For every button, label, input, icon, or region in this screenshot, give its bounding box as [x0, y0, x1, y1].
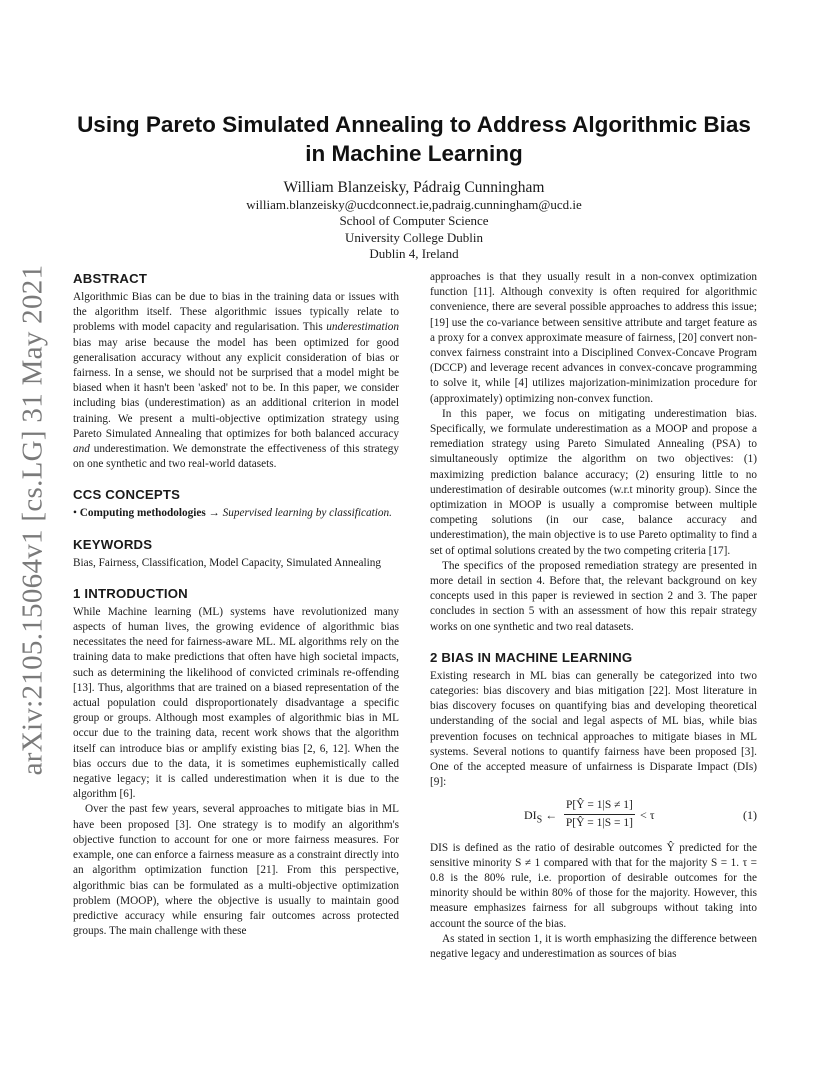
affiliation-university: University College Dublin [345, 229, 483, 245]
ccs-heading: CCS CONCEPTS [73, 487, 181, 503]
ccs-text [73, 506, 399, 521]
title-line-1: Using Pareto Simulated Annealing to Address Algorithmic Bias [77, 112, 751, 137]
bias-paragraph-1: Existing research in ML bias can generally be categorized into two categories: bias discovery and bias mitigation [22]. Most literature in bias discovery focuses on quantifying bias and developing theoretical understanding of the social and legal aspects of ML bias, while bias prevention focuses on technical approaches to mitigate biases in ML systems. Several notions to quantify fairness have been proposed [3]. One of the accepted measure of unfairness is Disparate Impact (DIs) [9]: [430, 669, 757, 789]
equation-rhs: < τ [640, 807, 655, 822]
authors: William Blanzeisky, Pádraig Cunningham [283, 179, 545, 196]
abstract-text-a: Algorithmic Bias can be due to bias in the training data or issues with the algorithm itself. These algorithmic issues typically relate to problems with model capacity and regularisation. This [73, 291, 399, 334]
ccs-section [73, 486, 399, 521]
abstract-heading: ABSTRACT [73, 271, 148, 286]
left-column [73, 270, 399, 939]
keywords-section [73, 536, 399, 571]
equation-denominator: P[Ŷ = 1|S = 1] [565, 816, 633, 829]
introduction-heading: 1 INTRODUCTION [73, 585, 188, 601]
bias-heading: 2 BIAS IN MACHINE LEARNING [430, 649, 633, 665]
bias-paragraph-3: As stated in section 1, it is worth emphasizing the difference between negative legacy and underestimation as sources of bias [430, 932, 757, 960]
equation-1 [430, 797, 757, 837]
abstract-em-underestimation: underestimation [326, 321, 399, 334]
intro-paragraph-4: In this paper, we focus on mitigating underestimation bias. Specifically, we formulate underestimation as a MOOP and propose a remediation strategy using Pareto Simulated Annealing (PSA) to simultaneously optimize the algorithm on two objectives: (1) maximizing prediction balance accuracy; (2) ensuring little to no underestimation of desirable outcomes (w.r.t minority group). Since the optimization in MOOP is usually a compromise between multiple competing solutions (in our case, balance accuracy and underestimation), the main objective is to use Pareto optimality to find a set of optimal solutions created by the two competing criteria [17]. [430, 407, 757, 557]
ccs-bullet: • [73, 507, 80, 520]
intro-paragraph-3: approaches is that they usually result in a non-convex optimization function [11]. Although convexity is often required for algorithmic convenience, there are several possible approaches to address this issue; [19] use the co-variance between sensitive attribute and target feature as a proxy for a convex approximate measure of fairness, [20] convert non-convex fairness constraint into a Disciplined Convex-Concave Program (DCCP) and leverage recent advances in convex-concave programming to solve it, while [4] utilizes majorization-minimization procedure for (approximately) optimizing non-convex function. [430, 271, 757, 405]
abstract-section [73, 270, 399, 472]
equation-number: (1) [743, 807, 757, 822]
equation-fraction [564, 797, 635, 832]
ccs-category: Computing methodologies [79, 507, 206, 520]
equation-lhs [524, 808, 557, 828]
intro-paragraph-1: While Machine learning (ML) systems have revolutionized many aspects of human lives, the growing evidence of algorithmic bias necessitates the need for fairness-aware ML. ML algorithms rely on the training data to make predictions that often have high societal impacts, such as determining the likelihood of convicted criminals re-offending [13]. Thus, algorithms that are trained on a biased representation of the actual population could disproportionately disadvantage a specific group or groups. Although most examples of algorithmic bias in ML occur due to the training data, recent work shows that the algorithm itself can introduce bias or amplify existing bias [2, 6, 12]. When the bias occurs due to the data, it is sometimes euphemistically called negative legacy; it is called underestimation when it is due to the algorithm [6]. [73, 605, 399, 801]
abstract-text [73, 290, 399, 472]
arxiv-watermark [12, 264, 54, 776]
abstract-text-b: bias may arise because the model has been optimized for good generalisation accuracy without any explicit consideration of bias or fairness. In a sense, we should not be surprised that a model might be biased when it hasn't been 'asked' not to be. In this paper, we consider including bias (underestimation) as an additional criterion in model training. We present a multi-objective optimization strategy using Pareto Simulated Annealing that optimizes for both balanced accuracy [73, 336, 399, 440]
paper-title [70, 110, 758, 168]
ccs-subcategory: Supervised learning by classification. [222, 507, 392, 520]
right-column [430, 270, 757, 962]
affiliation-school: School of Computer Science [339, 213, 489, 229]
introduction-section [73, 585, 399, 939]
bias-section [430, 649, 757, 962]
title-line-2: in Machine Learning [305, 141, 523, 166]
keywords-text: Bias, Fairness, Classification, Model Capacity, Simulated Annealing [73, 556, 381, 569]
affiliation [70, 197, 758, 262]
bias-paragraph-2: DIS is defined as the ratio of desirable outcomes Ŷ predicted for the sensitive minority S ≠ 1 compared with that for the majority S = 1. τ = 0.8 is the 80% rule, i.e. proportion of desirable outcomes for the minority should be within 80% of those for the majority. However, this measure emphasizes fairness for all subgroups without taking into account the source of the bias. [430, 841, 757, 930]
intro-paragraph-2: Over the past few years, several approaches to mitigate bias in ML have been proposed [3]. One strategy is to modify an algorithm's objective function to account for one or more fairness measures. For example, one can enforce a fairness measure as a constraint directly into an algorithm optimization function [21]. From this perspective, algorithmic bias can be formulated as a multi-objective optimization problem (MOOP), where the objective is usually to maintain good predictive accuracy while ensuring fair outcomes across protected groups. The main challenge with these [73, 803, 399, 938]
equation-arrow: ← [542, 807, 558, 822]
equation-numerator: P[Ŷ = 1|S ≠ 1] [564, 797, 635, 815]
ccs-arrow: → [205, 507, 223, 520]
equation-lhs-sub: S [536, 813, 543, 825]
equation-lhs-di: DI [524, 807, 537, 822]
abstract-text-c: underestimation. We demonstrate the effectiveness of this strategy on one synthetic and two real-world datasets. [73, 443, 399, 471]
author-emails: william.blanzeisky@ucdconnect.ie,padraig.cunningham@ucd.ie [246, 197, 582, 212]
abstract-em-and: and [73, 443, 90, 456]
arxiv-id: arXiv:2105.15064v1 [cs.LG] 31 May 2021 [16, 264, 49, 776]
affiliation-city: Dublin 4, Ireland [369, 245, 459, 261]
intro-paragraph-5: The specifics of the proposed remediation strategy are presented in more detail in section 4. Before that, the relevant background on key concepts used in this paper is reviewed in section 2 and 3. The paper concludes in section 5 with an assessment of how this repair strategy works on one synthetic and two real datasets. [430, 559, 757, 633]
keywords-heading: KEYWORDS [73, 536, 153, 552]
